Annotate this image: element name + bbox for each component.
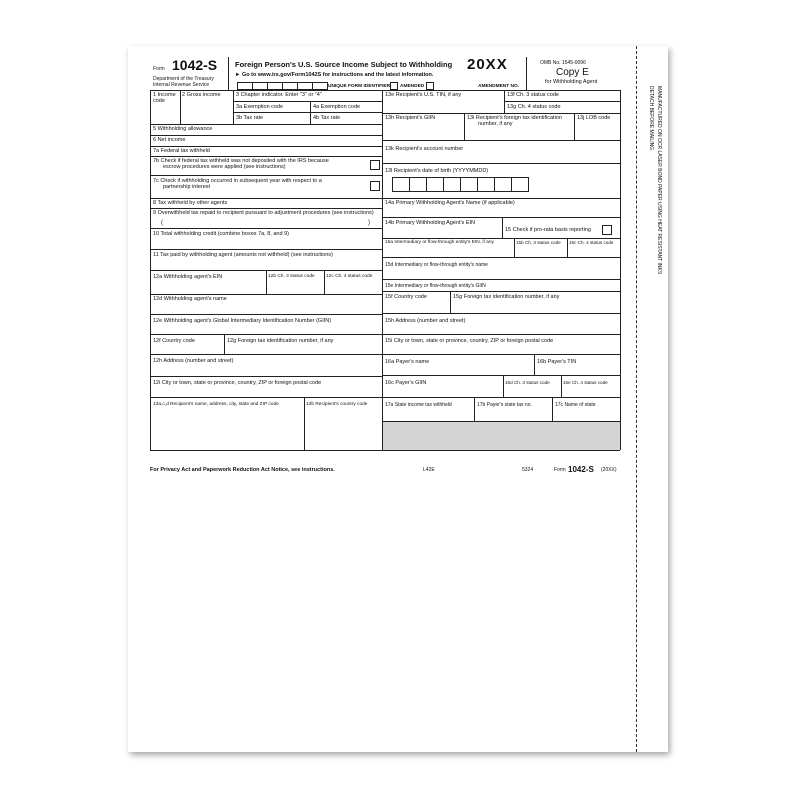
box-15i-label: 15i City or town, state or province, country, ZIP or foreign postal code: [385, 338, 554, 344]
box-15h-label: 15h Address (number and street): [385, 318, 466, 324]
catalog-number: 5324: [522, 467, 534, 473]
box-16c-label: 16c Payer's GIIN: [385, 380, 427, 386]
side-text-manufactured: MANUFACTURED ON OCR LASER BOND PAPER USING HEAT RESISTANT INKS: [656, 86, 662, 275]
box-12h-label: 12h Address (number and street): [153, 358, 234, 364]
box-3-label: 3 Chapter indicator. Enter "3" or "4": [236, 92, 322, 98]
form-instructions: ► Go to www.irs.gov/Form1042S for instructions and the latest information.: [235, 72, 434, 78]
box-12g-label: 12g Foreign tax identification number, if any: [227, 338, 334, 344]
box-15b-label: 15b Ch. 3 status code: [516, 240, 561, 245]
box-13i-label: 13i Recipient's foreign tax identification: [467, 115, 562, 121]
box-16a-label: 16a Payer's name: [385, 359, 430, 365]
box-10-label: 10 Total withholding credit (combine boxes 7a, 8, and 9): [153, 231, 289, 237]
box-16d-label: 16d Ch. 3 status code: [505, 380, 550, 385]
box-17c-label: 17c Name of state: [555, 402, 596, 408]
omb-number: OMB No. 1545-0096: [540, 60, 586, 66]
box-15e-label: 15e Intermediary or flow-through entity's GIIN: [385, 283, 486, 289]
copy-label: Copy E: [556, 67, 589, 78]
box-13i-label-2: number, if any: [478, 121, 513, 127]
box-13g-label: 13g Ch. 4 status code: [507, 104, 561, 110]
box-1-label-2: code: [153, 98, 165, 104]
unique-form-identifier-label: UNIQUE FORM IDENTIFIER: [328, 84, 391, 89]
dob-digit-7[interactable]: [494, 177, 512, 192]
box-13b-label: 13b Recipient's country code: [306, 402, 368, 407]
box-15-label: 15 Check if pro-rata basis reporting: [505, 227, 591, 233]
footer-form-number: 1042-S: [568, 465, 594, 474]
box-15g-label: 15g Foreign tax identification number, if any: [453, 294, 560, 300]
box-7c-checkbox[interactable]: [370, 181, 380, 191]
box-15d-label: 15d Intermediary or flow-through entity's name: [385, 262, 488, 268]
amended-checkbox[interactable]: [426, 82, 434, 90]
dob-digit-4[interactable]: [443, 177, 461, 192]
shaded-area: [383, 422, 620, 450]
form-number: 1042-S: [172, 57, 218, 73]
box-12f-label: 12f Country code: [153, 338, 195, 344]
box-7b-checkbox[interactable]: [370, 160, 380, 170]
box-13k-label: 13k Recipient's account number: [385, 146, 464, 152]
box-2-label: 2 Gross income: [182, 92, 221, 98]
dob-digit-6[interactable]: [477, 177, 495, 192]
box-17b-label: 17b Payer's state tax no.: [477, 402, 532, 408]
box-16e-label: 16e Ch. 4 status code: [563, 380, 608, 385]
box-13acd-label: 13a,c,d Recipient's name, address, city, state and ZIP code: [153, 402, 279, 407]
box-3a-label: 3a Exemption code: [236, 104, 284, 110]
box-7c-label-2: partnership interest: [163, 184, 211, 190]
box-14b-label: 14b Primary Withholding Agent's EIN: [385, 220, 476, 226]
perforation-line: [636, 46, 637, 752]
box-14a-label: 14a Primary Withholding Agent's Name (if applicable): [385, 200, 515, 206]
box-7a-label: 7a Federal tax withheld: [153, 148, 210, 154]
box-13e-label: 13e Recipient's U.S. TIN, if any: [385, 92, 462, 98]
box-3b-label: 3b Tax rate: [236, 115, 264, 121]
department-line-2: Internal Revenue Service: [153, 82, 210, 88]
box-7b-label: 7b Check if federal tax withheld was not deposited with the IRS because: [153, 158, 329, 164]
amended-label: AMENDED: [400, 84, 425, 89]
box-15c-label: 15c Ch. 4 status code: [569, 240, 614, 245]
copy-subtitle: for Withholding Agent: [545, 79, 598, 85]
footer-year: (20XX): [601, 467, 617, 473]
dob-digit-5[interactable]: [460, 177, 478, 192]
box-5-label: 5 Withholding allowance: [153, 126, 213, 132]
form-sheet: Form 1042-S Department of the Treasury Internal Revenue Service Foreign Person's U.S. Source Income Subject to Withholding ► Go to www.irs.gov/Form1042S for instructions and the latest information. 20XX OMB No. 1545-0096 Copy E for Withholding Agent UNIQUE FORM IDENTIFIER AMENDED AMENDMENT NO. 1 Income code 2 Gross income 3 Chapter indicator. Enter "3" or "4" 3a Exemption code 4a Exemption code 3b Tax rate 4b Tax rate 5 Withholding allowance 6 Net income 7a Federal tax withheld 7b Check if federal tax withheld was not deposited with the IRS because escrow procedures were applied (see instructions) 7c Check if withholding occurred in subsequent year with respect to a partnership interest 8 Tax withheld by other agents 9 Overwithheld tax repaid to recipient pursuant to adjustment procedures (see instructions) ( ) 10 Total withholding credit (combine boxes 7a, 8, and 9) 11 Tax paid by withholding agent (amounts not withheld) (see instructions) 12a Withholding agent's EIN 12b Ch. 3 status code 12c Ch. 4 status code 12d Withholding agent's name 12e Withholding agent's Global Intermediary Identification Number (GIIN) 12f Country code 12g Foreign tax identification number, if any 12h Address (number and street) 12i City or town, state or province, country, ZIP or foreign postal code 13a,c,d Recipient's name, address, city, state and ZIP code 13b Recipient's country code 13e Recipient's U.S. TIN, if any 13f Ch. 3 status code 13g Ch. 4 status code 13h Recipient's GIIN 13i Recipient's foreign tax identification number, if any 13j LOB code 13k Recipient's account number 13l Recipient's date of birth (YYYYMMDD) 14a Primary Withholding Agent's Name (if applicable) 14b Primary Withholding Agent's EIN 15 Check if pro-rata basis reporting 15a Intermediary or flow-through entity's EIN, if any 15b Ch. 3 status code 15c Ch. 4 status code 15d Intermediary or flow-through entity's name 15e Intermediary or flow-through entity's GIIN 15f Country code 15g Foreign tax identification number, if any 15h Address (number and street) 15i City or town, state or province, country, ZIP or foreign postal code 16a Payer's name 16b Payer's TIN 16c Payer's GIIN 16d Ch. 3 status code 16e Ch. 4 status code 17a State income tax withheld 17b Payer's state tax no. 17c Name of state For Privacy Act and Paperwork Reduction Act Notice, see instructions. L42E 5324 Form 1042-S (20XX) DETACH BEFORE MAILING MANUFACTURED ON OCR LASER BOND PAPER USING HEAT RESISTANT INKS: [128, 46, 668, 752]
box-9-label: 9 Overwithheld tax repaid to recipient pursuant to adjustment procedures (see instructions): [153, 210, 374, 216]
box-13j-label: 13j LOB code: [577, 115, 611, 121]
box-13h-label: 13h Recipient's GIIN: [385, 115, 436, 121]
dob-digit-1[interactable]: [392, 177, 410, 192]
box-15a-label: 15a Intermediary or flow-through entity's EIN, if any: [385, 240, 494, 245]
box-4b-label: 4b Tax rate: [313, 115, 341, 121]
side-text-detach: DETACH BEFORE MAILING: [648, 86, 654, 151]
box-1-label: 1 Income: [153, 92, 176, 98]
box-13l-label: 13l Recipient's date of birth (YYYYMMDD): [385, 168, 489, 174]
amendment-number-label: AMENDMENT NO.: [478, 84, 520, 89]
box-16b-label: 16b Payer's TIN: [537, 359, 577, 365]
dob-digit-3[interactable]: [426, 177, 444, 192]
dob-digit-2[interactable]: [409, 177, 427, 192]
form-year: 20XX: [467, 56, 508, 73]
form-title: Foreign Person's U.S. Source Income Subject to Withholding: [235, 60, 453, 69]
box-11-label: 11 Tax paid by withholding agent (amounts not withheld) (see instructions): [153, 252, 333, 258]
dob-digit-8[interactable]: [511, 177, 529, 192]
box-12a-label: 12a Withholding agent's EIN: [153, 274, 223, 280]
footer-form-label: Form: [554, 467, 566, 473]
footer-code: L42E: [423, 467, 435, 473]
box-12d-label: 12d Withholding agent's name: [153, 296, 227, 302]
box-15-checkbox[interactable]: [602, 225, 612, 235]
department-line-1: Department of the Treasury: [153, 76, 214, 82]
box-7b-label-2: escrow procedures were applied (see instructions): [163, 164, 286, 170]
box-13f-label: 13f Ch. 3 status code: [507, 92, 559, 98]
box-8-label: 8 Tax withheld by other agents: [153, 200, 228, 206]
box-6-label: 6 Net income: [153, 137, 186, 143]
box-7c-label: 7c Check if withholding occurred in subsequent year with respect to a: [153, 178, 322, 184]
form-label: Form: [153, 66, 165, 72]
box-12i-label: 12i City or town, state or province, country, ZIP or foreign postal code: [153, 380, 322, 386]
box-12c-label: 12c Ch. 4 status code: [326, 274, 373, 279]
box-12e-label: 12e Withholding agent's Global Intermediary Identification Number (GIIN): [153, 318, 332, 324]
box-15f-label: 15f Country code: [385, 294, 427, 300]
privacy-notice: For Privacy Act and Paperwork Reduction Act Notice, see instructions.: [150, 467, 335, 473]
box-4a-label: 4a Exemption code: [313, 104, 361, 110]
box-17a-label: 17a State income tax withheld: [385, 402, 452, 408]
unique-id-checkbox[interactable]: [390, 82, 398, 90]
box-12b-label: 12b Ch. 3 status code: [268, 274, 315, 279]
